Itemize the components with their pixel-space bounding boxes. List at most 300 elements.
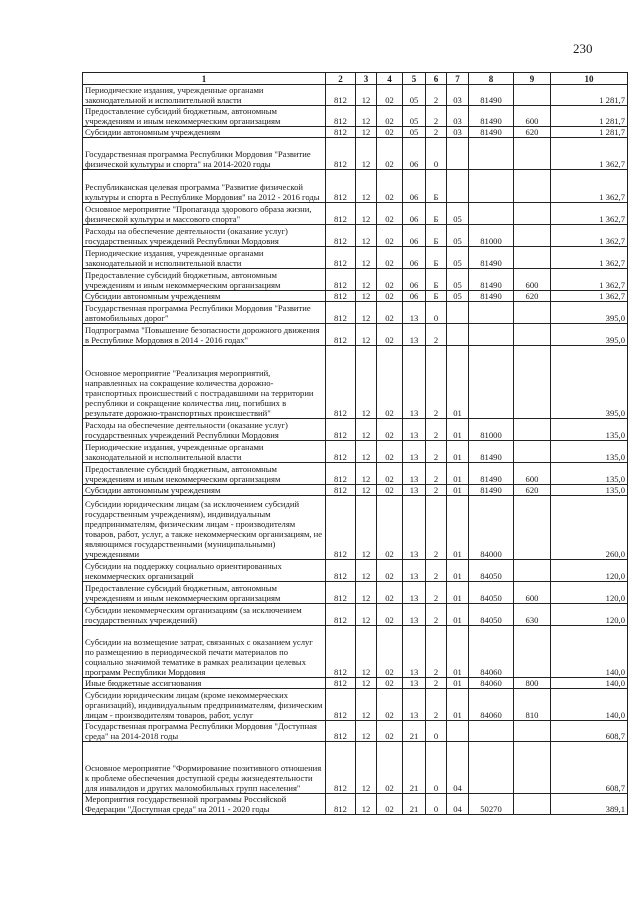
expense-code: 84050	[469, 582, 514, 604]
row-name: Субсидии некоммерческим организациям (за исключением государственных учреждений)	[83, 604, 326, 626]
ministry-code: 812	[326, 582, 356, 604]
expense-type-code	[514, 721, 551, 742]
ministry-code: 812	[326, 203, 356, 225]
subprogram-code: Б	[426, 291, 447, 302]
row-name: Субсидии юридическим лицам (кроме некоммерческих организаций), индивидуальным предпринимателям, физическим лицам - производителям товаров, работ, услуг	[83, 689, 326, 721]
program-code: 13	[403, 419, 426, 441]
amount: 120,0	[551, 582, 628, 604]
expense-type-code	[514, 138, 551, 170]
subsection-code: 02	[377, 742, 403, 794]
table-row	[83, 463, 628, 485]
program-code: 05	[403, 85, 426, 106]
subprogram-code: Б	[426, 269, 447, 291]
subsection-code: 02	[377, 582, 403, 604]
ministry-code: 812	[326, 794, 356, 815]
activity-code	[447, 138, 469, 170]
subsection-code: 02	[377, 85, 403, 106]
expense-code	[469, 138, 514, 170]
row-name: Периодические издания, учрежденные органами законодательной и исполнительной власти	[83, 441, 326, 463]
activity-code	[447, 721, 469, 742]
table-row	[83, 346, 628, 419]
table-row	[83, 291, 628, 302]
program-code: 06	[403, 225, 426, 247]
subprogram-code: 0	[426, 302, 447, 324]
row-name: Государственная программа Республики Мордовия "Развитие автомобильных дорог"	[83, 302, 326, 324]
section-code: 12	[356, 170, 377, 203]
amount: 135,0	[551, 419, 628, 441]
table-row	[83, 721, 628, 742]
row-name: Субсидии автономным учреждениям	[83, 291, 326, 302]
expense-code: 84060	[469, 626, 514, 678]
expense-code	[469, 203, 514, 225]
expense-type-code: 800	[514, 678, 551, 689]
expense-type-code: 630	[514, 604, 551, 626]
section-code: 12	[356, 604, 377, 626]
subsection-code: 02	[377, 138, 403, 170]
amount: 1 362,7	[551, 247, 628, 269]
expense-code: 81490	[469, 441, 514, 463]
activity-code: 05	[447, 225, 469, 247]
row-name: Предоставление субсидий бюджетным, автономным учреждениям и иным некоммерческим организациям	[83, 269, 326, 291]
ministry-code: 812	[326, 85, 356, 106]
row-name: Республиканская целевая программа "Развитие физической культуры и спорта в Республике Мордовия" на 2012 - 2016 годы	[83, 170, 326, 203]
subprogram-code: 0	[426, 138, 447, 170]
amount: 140,0	[551, 626, 628, 678]
expense-type-code: 620	[514, 485, 551, 496]
ministry-code: 812	[326, 291, 356, 302]
row-name: Основное мероприятие "Формирование позитивного отношения к проблеме обеспечения доступной среды жизнедеятельности для инвалидов и других маломобильных групп населения"	[83, 742, 326, 794]
program-code: 21	[403, 794, 426, 815]
table-row	[83, 419, 628, 441]
table-row	[83, 496, 628, 560]
table-row	[83, 560, 628, 582]
ministry-code: 812	[326, 247, 356, 269]
expense-type-code	[514, 496, 551, 560]
row-name: Государственная программа Республики Мордовия "Развитие физической культуры и спорта" на 2014-2020 годы	[83, 138, 326, 170]
activity-code: 01	[447, 560, 469, 582]
table-row	[83, 485, 628, 496]
amount: 1 362,7	[551, 291, 628, 302]
table-row	[83, 269, 628, 291]
activity-code: 01	[447, 626, 469, 678]
activity-code	[447, 170, 469, 203]
section-code: 12	[356, 582, 377, 604]
activity-code: 01	[447, 441, 469, 463]
ministry-code: 812	[326, 106, 356, 127]
expense-code: 81000	[469, 225, 514, 247]
expense-code: 81490	[469, 291, 514, 302]
program-code: 05	[403, 106, 426, 127]
table-row	[83, 85, 628, 106]
program-code: 13	[403, 302, 426, 324]
page-number: 230	[573, 41, 593, 56]
ministry-code: 812	[326, 721, 356, 742]
amount: 389,1	[551, 794, 628, 815]
program-code: 13	[403, 560, 426, 582]
amount: 120,0	[551, 560, 628, 582]
table-row	[83, 127, 628, 138]
activity-code: 05	[447, 291, 469, 302]
activity-code: 01	[447, 689, 469, 721]
subsection-code: 02	[377, 496, 403, 560]
expense-code	[469, 346, 514, 419]
program-code: 13	[403, 496, 426, 560]
subprogram-code: 2	[426, 485, 447, 496]
program-code: 13	[403, 604, 426, 626]
expense-code: 50270	[469, 794, 514, 815]
expense-code: 84050	[469, 604, 514, 626]
row-name: Подпрограмма "Повышение безопасности дорожного движения в Республике Мордовия в 2014 - 2016 годах"	[83, 324, 326, 346]
row-name: Субсидии на поддержку социально ориентированных некоммерческих организаций	[83, 560, 326, 582]
expense-code: 81490	[469, 463, 514, 485]
column-header: 9	[514, 73, 551, 85]
subsection-code: 02	[377, 170, 403, 203]
amount: 1 362,7	[551, 170, 628, 203]
amount: 260,0	[551, 496, 628, 560]
ministry-code: 812	[326, 463, 356, 485]
expense-code: 81490	[469, 485, 514, 496]
row-name: Государственная программа Республики Мордовия "Доступная среда" на 2014-2018 годы	[83, 721, 326, 742]
subsection-code: 02	[377, 291, 403, 302]
program-code: 21	[403, 721, 426, 742]
expense-type-code: 600	[514, 463, 551, 485]
subsection-code: 02	[377, 247, 403, 269]
amount: 135,0	[551, 441, 628, 463]
subprogram-code: 2	[426, 463, 447, 485]
activity-code: 03	[447, 106, 469, 127]
expense-type-code	[514, 742, 551, 794]
subprogram-code: 2	[426, 441, 447, 463]
row-name: Иные бюджетные ассигнования	[83, 678, 326, 689]
program-code: 13	[403, 324, 426, 346]
amount: 608,7	[551, 742, 628, 794]
expense-type-code	[514, 203, 551, 225]
expense-type-code	[514, 560, 551, 582]
activity-code: 01	[447, 678, 469, 689]
table-row	[83, 678, 628, 689]
activity-code: 01	[447, 582, 469, 604]
amount: 1 362,7	[551, 203, 628, 225]
expense-type-code	[514, 441, 551, 463]
subprogram-code: 2	[426, 604, 447, 626]
amount: 395,0	[551, 346, 628, 419]
amount: 1 362,7	[551, 269, 628, 291]
table-row	[83, 106, 628, 127]
subprogram-code: 2	[426, 85, 447, 106]
expense-code: 81490	[469, 269, 514, 291]
activity-code: 04	[447, 742, 469, 794]
ministry-code: 812	[326, 742, 356, 794]
ministry-code: 812	[326, 324, 356, 346]
expense-type-code	[514, 85, 551, 106]
amount: 140,0	[551, 689, 628, 721]
section-code: 12	[356, 269, 377, 291]
expense-type-code	[514, 170, 551, 203]
subsection-code: 02	[377, 441, 403, 463]
expense-type-code: 810	[514, 689, 551, 721]
ministry-code: 812	[326, 689, 356, 721]
table-row	[83, 324, 628, 346]
section-code: 12	[356, 678, 377, 689]
section-code: 12	[356, 794, 377, 815]
subsection-code: 02	[377, 127, 403, 138]
table-row	[83, 689, 628, 721]
subprogram-code: Б	[426, 225, 447, 247]
table-row	[83, 170, 628, 203]
table-row	[83, 582, 628, 604]
program-code: 06	[403, 138, 426, 170]
ministry-code: 812	[326, 127, 356, 138]
table-body	[83, 85, 628, 815]
header-row	[83, 73, 628, 85]
expense-code: 84060	[469, 678, 514, 689]
subsection-code: 02	[377, 721, 403, 742]
expense-type-code: 600	[514, 582, 551, 604]
subprogram-code: 2	[426, 419, 447, 441]
section-code: 12	[356, 138, 377, 170]
subprogram-code: 2	[426, 496, 447, 560]
subprogram-code: 2	[426, 678, 447, 689]
ministry-code: 812	[326, 170, 356, 203]
table-row	[83, 794, 628, 815]
program-code: 05	[403, 127, 426, 138]
section-code: 12	[356, 225, 377, 247]
subsection-code: 02	[377, 106, 403, 127]
expense-type-code: 600	[514, 269, 551, 291]
expense-code: 81490	[469, 85, 514, 106]
table-row	[83, 626, 628, 678]
program-code: 06	[403, 269, 426, 291]
ministry-code: 812	[326, 269, 356, 291]
program-code: 13	[403, 485, 426, 496]
ministry-code: 812	[326, 626, 356, 678]
section-code: 12	[356, 85, 377, 106]
activity-code	[447, 324, 469, 346]
ministry-code: 812	[326, 302, 356, 324]
section-code: 12	[356, 689, 377, 721]
section-code: 12	[356, 106, 377, 127]
expense-type-code	[514, 626, 551, 678]
column-header: 1	[83, 73, 326, 85]
row-name: Периодические издания, учрежденные органами законодательной и исполнительной власти	[83, 85, 326, 106]
expense-type-code	[514, 346, 551, 419]
subprogram-code: Б	[426, 203, 447, 225]
section-code: 12	[356, 419, 377, 441]
activity-code	[447, 302, 469, 324]
subprogram-code: 2	[426, 560, 447, 582]
subprogram-code: Б	[426, 247, 447, 269]
expense-type-code	[514, 247, 551, 269]
program-code: 13	[403, 346, 426, 419]
expense-type-code: 620	[514, 291, 551, 302]
expense-type-code: 620	[514, 127, 551, 138]
section-code: 12	[356, 721, 377, 742]
subsection-code: 02	[377, 324, 403, 346]
column-header: 5	[403, 73, 426, 85]
activity-code: 01	[447, 346, 469, 419]
expense-type-code	[514, 302, 551, 324]
subprogram-code: 2	[426, 127, 447, 138]
amount: 395,0	[551, 302, 628, 324]
expense-type-code: 600	[514, 106, 551, 127]
expense-code: 84050	[469, 560, 514, 582]
expense-code: 81490	[469, 247, 514, 269]
subsection-code: 02	[377, 203, 403, 225]
section-code: 12	[356, 247, 377, 269]
row-name: Предоставление субсидий бюджетным, автономным учреждениям и иным некоммерческим организациям	[83, 463, 326, 485]
amount: 395,0	[551, 324, 628, 346]
program-code: 13	[403, 678, 426, 689]
amount: 1 362,7	[551, 138, 628, 170]
subsection-code: 02	[377, 269, 403, 291]
expense-code: 84060	[469, 689, 514, 721]
activity-code: 01	[447, 604, 469, 626]
subsection-code: 02	[377, 794, 403, 815]
program-code: 06	[403, 291, 426, 302]
subprogram-code: 2	[426, 324, 447, 346]
ministry-code: 812	[326, 678, 356, 689]
subprogram-code: 2	[426, 689, 447, 721]
expense-code	[469, 742, 514, 794]
ministry-code: 812	[326, 496, 356, 560]
activity-code: 03	[447, 85, 469, 106]
program-code: 06	[403, 203, 426, 225]
program-code: 06	[403, 247, 426, 269]
program-code: 21	[403, 742, 426, 794]
program-code: 13	[403, 582, 426, 604]
activity-code: 05	[447, 269, 469, 291]
activity-code: 05	[447, 247, 469, 269]
subprogram-code: 2	[426, 626, 447, 678]
program-code: 13	[403, 626, 426, 678]
column-header: 7	[447, 73, 469, 85]
program-code: 13	[403, 441, 426, 463]
section-code: 12	[356, 441, 377, 463]
program-code: 13	[403, 463, 426, 485]
section-code: 12	[356, 485, 377, 496]
budget-table	[82, 72, 628, 815]
subprogram-code: Б	[426, 170, 447, 203]
expense-code	[469, 721, 514, 742]
row-name: Расходы на обеспечение деятельности (оказание услуг) государственных учреждений Республики Мордовия	[83, 419, 326, 441]
expense-code: 81490	[469, 127, 514, 138]
section-code: 12	[356, 496, 377, 560]
expense-code	[469, 302, 514, 324]
row-name: Предоставление субсидий бюджетным, автономным учреждениям и иным некоммерческим организациям	[83, 582, 326, 604]
expense-type-code	[514, 225, 551, 247]
row-name: Субсидии на возмещение затрат, связанных с оказанием услуг по размещению в периодической печати материалов по социально значимой тематике в рамках реализации целевых программ Республики Мордовия	[83, 626, 326, 678]
column-header: 4	[377, 73, 403, 85]
amount: 1 281,7	[551, 106, 628, 127]
row-name: Периодические издания, учрежденные органами законодательной и исполнительной власти	[83, 247, 326, 269]
program-code: 06	[403, 170, 426, 203]
row-name: Основное мероприятие "Реализация мероприятий, направленных на сокращение количества дорожно-транспортных происшествий с пострадавшими на территории республики и сокращение количества лиц, погибших в результате дорожно-транспортных происшествий"	[83, 346, 326, 419]
column-header: 6	[426, 73, 447, 85]
expense-code	[469, 324, 514, 346]
row-name: Субсидии автономным учреждениям	[83, 127, 326, 138]
ministry-code: 812	[326, 560, 356, 582]
subsection-code: 02	[377, 678, 403, 689]
expense-type-code	[514, 324, 551, 346]
table-row	[83, 302, 628, 324]
row-name: Основное мероприятие "Пропаганда здорового образа жизни, физической культуры и массового спорта"	[83, 203, 326, 225]
subsection-code: 02	[377, 419, 403, 441]
table-row	[83, 441, 628, 463]
amount: 140,0	[551, 678, 628, 689]
column-header: 3	[356, 73, 377, 85]
subprogram-code: 2	[426, 582, 447, 604]
expense-type-code	[514, 419, 551, 441]
section-code: 12	[356, 346, 377, 419]
expense-code	[469, 170, 514, 203]
activity-code: 05	[447, 203, 469, 225]
row-name: Субсидии автономным учреждениям	[83, 485, 326, 496]
subprogram-code: 0	[426, 742, 447, 794]
subsection-code: 02	[377, 604, 403, 626]
activity-code: 01	[447, 419, 469, 441]
table-row	[83, 203, 628, 225]
amount: 1 362,7	[551, 225, 628, 247]
subsection-code: 02	[377, 689, 403, 721]
program-code: 13	[403, 689, 426, 721]
column-header: 10	[551, 73, 628, 85]
activity-code: 04	[447, 794, 469, 815]
column-header: 2	[326, 73, 356, 85]
section-code: 12	[356, 302, 377, 324]
subsection-code: 02	[377, 302, 403, 324]
ministry-code: 812	[326, 485, 356, 496]
expense-type-code	[514, 794, 551, 815]
expense-code: 81490	[469, 106, 514, 127]
activity-code: 03	[447, 127, 469, 138]
subprogram-code: 0	[426, 721, 447, 742]
table-row	[83, 604, 628, 626]
activity-code: 01	[447, 496, 469, 560]
subprogram-code: 2	[426, 346, 447, 419]
table-row	[83, 247, 628, 269]
subsection-code: 02	[377, 485, 403, 496]
activity-code: 01	[447, 485, 469, 496]
expense-code: 84000	[469, 496, 514, 560]
subprogram-code: 2	[426, 106, 447, 127]
section-code: 12	[356, 127, 377, 138]
table-row	[83, 742, 628, 794]
section-code: 12	[356, 203, 377, 225]
ministry-code: 812	[326, 346, 356, 419]
row-name: Мероприятия государственной программы Российской Федерации "Доступная среда" на 2011 - 2020 годы	[83, 794, 326, 815]
subsection-code: 02	[377, 626, 403, 678]
subsection-code: 02	[377, 560, 403, 582]
section-code: 12	[356, 324, 377, 346]
amount: 1 281,7	[551, 85, 628, 106]
subsection-code: 02	[377, 346, 403, 419]
row-name: Субсидии юридическим лицам (за исключением субсидий государственным учреждениям), индивидуальным предпринимателям, физическим лицам - производителям товаров, работ, услуг, а также некоммерческим организациям, не являющимся государственными (муниципальными) учреждениями	[83, 496, 326, 560]
row-name: Предоставление субсидий бюджетным, автономным учреждениям и иным некоммерческим организациям	[83, 106, 326, 127]
amount: 135,0	[551, 485, 628, 496]
amount: 1 281,7	[551, 127, 628, 138]
table-row	[83, 225, 628, 247]
subsection-code: 02	[377, 463, 403, 485]
ministry-code: 812	[326, 441, 356, 463]
ministry-code: 812	[326, 225, 356, 247]
section-code: 12	[356, 463, 377, 485]
column-header: 8	[469, 73, 514, 85]
subprogram-code: 0	[426, 794, 447, 815]
amount: 608,7	[551, 721, 628, 742]
section-code: 12	[356, 291, 377, 302]
ministry-code: 812	[326, 604, 356, 626]
section-code: 12	[356, 626, 377, 678]
